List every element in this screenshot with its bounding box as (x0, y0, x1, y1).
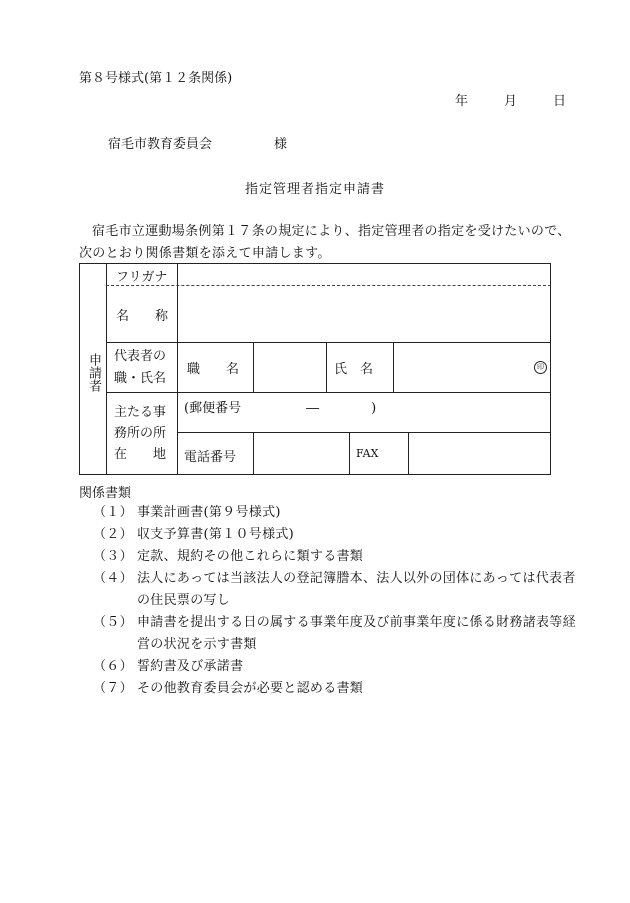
list-item: （３） 定款、規約その他これらに類する書類 (93, 549, 364, 564)
representative-label-line2: 職・氏名 (114, 371, 167, 386)
addressee (108, 133, 287, 152)
phone-label: 電話番号 (184, 450, 237, 465)
date-month: 月 (504, 94, 518, 109)
address-label-line2: 務所の所 (114, 426, 167, 441)
fax-label: FAX (356, 447, 379, 460)
date-line (455, 90, 566, 109)
title-label: 職 名 (187, 362, 240, 377)
application-statement: 宿毛市立運動場条例第１７条の規定により、指定管理者の指定を受けたいので、次のとおり関係書類を添えて申請します。 (79, 224, 571, 261)
applicant-label: 申請者 (86, 352, 101, 392)
list-item: （６） 誓約書及び承諾書 (93, 659, 244, 674)
list-item: （５） 申請書を提出する日の属する事業年度及び前事業年度に係る財務諸表等経営の状況を示す書類 (93, 615, 576, 652)
document-title: 指定管理者指定申請書 (244, 182, 385, 197)
addressee-name: 宿毛市教育委員会 (108, 137, 213, 152)
related-docs-list (79, 502, 579, 700)
applicant-table (79, 263, 551, 475)
form-number: 第８号様式(第１２条関係) (79, 71, 233, 86)
list-item: （７） その他教育委員会が必要と認める書類 (93, 681, 364, 696)
name-label: 名 称 (116, 309, 169, 324)
address-label-line1: 主たる事 (114, 405, 167, 420)
list-item: （１） 事業計画書(第９号様式) (93, 505, 281, 520)
address-label (114, 402, 166, 465)
addressee-honorific: 様 (274, 137, 288, 152)
representative-label (114, 346, 166, 390)
furigana-label: フリガナ (116, 270, 168, 285)
address-label-line3: 在 地 (114, 447, 167, 462)
list-item: （２） 収支予算書(第１０号様式) (93, 527, 295, 542)
representative-label-line1: 代表者の (114, 349, 167, 364)
seal-mark: 印 (534, 361, 547, 374)
date-day: 日 (553, 94, 567, 109)
related-docs-heading: 関係書類 (79, 486, 132, 501)
postal-code-field: (郵便番号 ― ) (184, 401, 377, 416)
person-name-label: 氏 名 (334, 362, 374, 377)
list-item: （４） 法人にあっては当該法人の登記簿謄本、法人以外の団体にあっては代表者の住民票の写し (93, 571, 576, 608)
date-year: 年 (455, 94, 469, 109)
